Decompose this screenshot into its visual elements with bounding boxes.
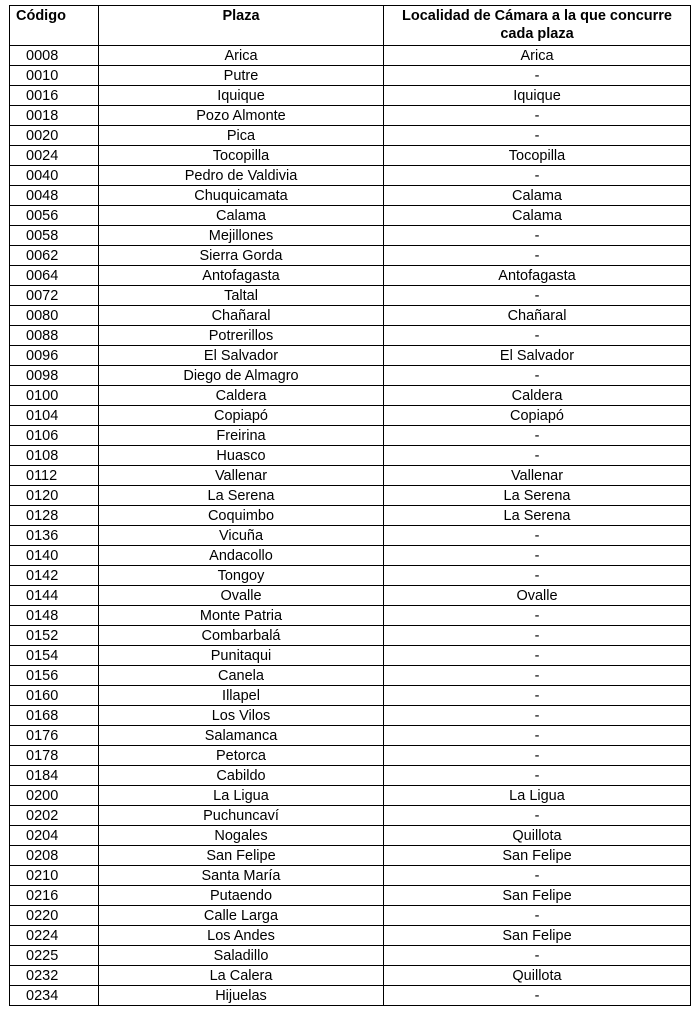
cell-localidad: Chañaral	[384, 306, 691, 326]
cell-plaza: La Calera	[99, 966, 384, 986]
cell-codigo: 0016	[10, 86, 99, 106]
cell-plaza: Antofagasta	[99, 266, 384, 286]
cell-codigo: 0080	[10, 306, 99, 326]
cell-plaza: Diego de Almagro	[99, 366, 384, 386]
cell-codigo: 0048	[10, 186, 99, 206]
cell-codigo: 0112	[10, 466, 99, 486]
cell-codigo: 0062	[10, 246, 99, 266]
cell-plaza: Pedro de Valdivia	[99, 166, 384, 186]
table-row	[10, 486, 691, 506]
table-row	[10, 646, 691, 666]
cell-plaza: Caldera	[99, 386, 384, 406]
cell-codigo: 0136	[10, 526, 99, 546]
cell-plaza: Vicuña	[99, 526, 384, 546]
cell-codigo: 0120	[10, 486, 99, 506]
cell-plaza: Petorca	[99, 746, 384, 766]
table-row	[10, 446, 691, 466]
cell-codigo: 0202	[10, 806, 99, 826]
table-row	[10, 966, 691, 986]
cell-plaza: Taltal	[99, 286, 384, 306]
table-row	[10, 786, 691, 806]
cell-localidad: San Felipe	[384, 926, 691, 946]
cell-codigo: 0178	[10, 746, 99, 766]
cell-localidad: San Felipe	[384, 886, 691, 906]
cell-plaza: Pica	[99, 126, 384, 146]
table-row	[10, 406, 691, 426]
cell-plaza: Calama	[99, 206, 384, 226]
cell-localidad: -	[384, 446, 691, 466]
cell-codigo: 0088	[10, 326, 99, 346]
cell-codigo: 0020	[10, 126, 99, 146]
cell-localidad: -	[384, 546, 691, 566]
cell-plaza: Saladillo	[99, 946, 384, 966]
cell-localidad: -	[384, 426, 691, 446]
cell-codigo: 0210	[10, 866, 99, 886]
cell-localidad: -	[384, 986, 691, 1006]
cell-localidad: -	[384, 566, 691, 586]
cell-plaza: Calle Larga	[99, 906, 384, 926]
cell-localidad: -	[384, 766, 691, 786]
header-codigo: Código	[10, 6, 99, 46]
cell-localidad: -	[384, 666, 691, 686]
cell-localidad: Quillota	[384, 966, 691, 986]
cell-codigo: 0142	[10, 566, 99, 586]
cell-plaza: Nogales	[99, 826, 384, 846]
cell-plaza: Putre	[99, 66, 384, 86]
table-row	[10, 426, 691, 446]
cell-localidad: Tocopilla	[384, 146, 691, 166]
cell-codigo: 0176	[10, 726, 99, 746]
cell-localidad: -	[384, 806, 691, 826]
cell-codigo: 0072	[10, 286, 99, 306]
cell-localidad: La Serena	[384, 506, 691, 526]
table-row	[10, 246, 691, 266]
cell-codigo: 0144	[10, 586, 99, 606]
cell-plaza: San Felipe	[99, 846, 384, 866]
cell-plaza: Los Vilos	[99, 706, 384, 726]
table-row	[10, 806, 691, 826]
cell-codigo: 0225	[10, 946, 99, 966]
cell-localidad: La Serena	[384, 486, 691, 506]
cell-codigo: 0216	[10, 886, 99, 906]
table-row	[10, 586, 691, 606]
cell-codigo: 0104	[10, 406, 99, 426]
cell-codigo: 0064	[10, 266, 99, 286]
plazas-table	[9, 5, 691, 1006]
cell-codigo: 0106	[10, 426, 99, 446]
cell-codigo: 0224	[10, 926, 99, 946]
table-row	[10, 166, 691, 186]
cell-plaza: Mejillones	[99, 226, 384, 246]
cell-codigo: 0010	[10, 66, 99, 86]
cell-localidad: San Felipe	[384, 846, 691, 866]
cell-plaza: Punitaqui	[99, 646, 384, 666]
cell-plaza: Tocopilla	[99, 146, 384, 166]
cell-localidad: Copiapó	[384, 406, 691, 426]
cell-localidad: -	[384, 646, 691, 666]
cell-codigo: 0024	[10, 146, 99, 166]
cell-plaza: Puchuncaví	[99, 806, 384, 826]
cell-codigo: 0140	[10, 546, 99, 566]
cell-localidad: -	[384, 326, 691, 346]
header-plaza: Plaza	[99, 6, 384, 46]
cell-plaza: Potrerillos	[99, 326, 384, 346]
table-body	[10, 46, 691, 1006]
cell-localidad: Vallenar	[384, 466, 691, 486]
cell-plaza: Sierra Gorda	[99, 246, 384, 266]
cell-plaza: Ovalle	[99, 586, 384, 606]
cell-localidad: Calama	[384, 186, 691, 206]
cell-localidad: -	[384, 286, 691, 306]
cell-localidad: -	[384, 526, 691, 546]
cell-localidad: -	[384, 366, 691, 386]
cell-codigo: 0056	[10, 206, 99, 226]
cell-localidad: -	[384, 106, 691, 126]
cell-codigo: 0152	[10, 626, 99, 646]
cell-plaza: El Salvador	[99, 346, 384, 366]
cell-codigo: 0220	[10, 906, 99, 926]
table-row	[10, 526, 691, 546]
cell-codigo: 0234	[10, 986, 99, 1006]
table-row	[10, 126, 691, 146]
cell-localidad: Ovalle	[384, 586, 691, 606]
cell-localidad: Iquique	[384, 86, 691, 106]
cell-plaza: Canela	[99, 666, 384, 686]
cell-plaza: Chuquicamata	[99, 186, 384, 206]
cell-localidad: La Ligua	[384, 786, 691, 806]
table-row	[10, 66, 691, 86]
table-row	[10, 706, 691, 726]
table-row	[10, 186, 691, 206]
header-row	[10, 6, 691, 46]
cell-plaza: Andacollo	[99, 546, 384, 566]
cell-codigo: 0008	[10, 46, 99, 66]
cell-codigo: 0128	[10, 506, 99, 526]
table-row	[10, 926, 691, 946]
table-row	[10, 226, 691, 246]
table-row	[10, 326, 691, 346]
cell-codigo: 0058	[10, 226, 99, 246]
table-row	[10, 206, 691, 226]
cell-plaza: Chañaral	[99, 306, 384, 326]
cell-localidad: -	[384, 866, 691, 886]
cell-codigo: 0160	[10, 686, 99, 706]
cell-plaza: Putaendo	[99, 886, 384, 906]
cell-localidad: -	[384, 726, 691, 746]
table-row	[10, 46, 691, 66]
cell-localidad: Quillota	[384, 826, 691, 846]
cell-localidad: -	[384, 606, 691, 626]
cell-plaza: Iquique	[99, 86, 384, 106]
table-row	[10, 686, 691, 706]
cell-codigo: 0156	[10, 666, 99, 686]
cell-plaza: Huasco	[99, 446, 384, 466]
table-row	[10, 366, 691, 386]
cell-plaza: Illapel	[99, 686, 384, 706]
cell-codigo: 0018	[10, 106, 99, 126]
cell-plaza: Hijuelas	[99, 986, 384, 1006]
table-row	[10, 906, 691, 926]
cell-plaza: Pozo Almonte	[99, 106, 384, 126]
cell-plaza: Cabildo	[99, 766, 384, 786]
cell-codigo: 0098	[10, 366, 99, 386]
cell-localidad: -	[384, 246, 691, 266]
cell-localidad: -	[384, 746, 691, 766]
table-row	[10, 726, 691, 746]
table-row	[10, 146, 691, 166]
cell-plaza: Santa María	[99, 866, 384, 886]
cell-plaza: Copiapó	[99, 406, 384, 426]
cell-plaza: Combarbalá	[99, 626, 384, 646]
table-row	[10, 106, 691, 126]
table-row	[10, 286, 691, 306]
cell-localidad: -	[384, 166, 691, 186]
cell-plaza: Salamanca	[99, 726, 384, 746]
cell-localidad: -	[384, 226, 691, 246]
table-row	[10, 386, 691, 406]
table-row	[10, 346, 691, 366]
header-localidad: Localidad de Cámara a la que concurre cada plaza	[384, 6, 691, 46]
cell-codigo: 0096	[10, 346, 99, 366]
cell-codigo: 0108	[10, 446, 99, 466]
cell-codigo: 0148	[10, 606, 99, 626]
cell-codigo: 0154	[10, 646, 99, 666]
table-row	[10, 306, 691, 326]
table-row	[10, 986, 691, 1006]
cell-localidad: Antofagasta	[384, 266, 691, 286]
table-row	[10, 866, 691, 886]
table-row	[10, 506, 691, 526]
cell-codigo: 0200	[10, 786, 99, 806]
cell-localidad: El Salvador	[384, 346, 691, 366]
table-row	[10, 746, 691, 766]
table-row	[10, 846, 691, 866]
cell-localidad: Arica	[384, 46, 691, 66]
table-row	[10, 766, 691, 786]
table-row	[10, 666, 691, 686]
table-row	[10, 466, 691, 486]
cell-localidad: -	[384, 906, 691, 926]
cell-plaza: Tongoy	[99, 566, 384, 586]
table-row	[10, 566, 691, 586]
cell-plaza: Arica	[99, 46, 384, 66]
cell-localidad: -	[384, 126, 691, 146]
cell-localidad: -	[384, 946, 691, 966]
cell-codigo: 0204	[10, 826, 99, 846]
cell-codigo: 0040	[10, 166, 99, 186]
cell-codigo: 0208	[10, 846, 99, 866]
cell-localidad: -	[384, 686, 691, 706]
cell-localidad: -	[384, 626, 691, 646]
cell-codigo: 0100	[10, 386, 99, 406]
cell-localidad: Calama	[384, 206, 691, 226]
cell-localidad: -	[384, 66, 691, 86]
table-row	[10, 86, 691, 106]
cell-plaza: Los Andes	[99, 926, 384, 946]
cell-plaza: La Serena	[99, 486, 384, 506]
table-row	[10, 546, 691, 566]
cell-plaza: La Ligua	[99, 786, 384, 806]
table-row	[10, 266, 691, 286]
cell-plaza: Coquimbo	[99, 506, 384, 526]
cell-localidad: -	[384, 706, 691, 726]
cell-plaza: Freirina	[99, 426, 384, 446]
table-row	[10, 606, 691, 626]
cell-codigo: 0232	[10, 966, 99, 986]
table-row	[10, 886, 691, 906]
cell-plaza: Monte Patria	[99, 606, 384, 626]
cell-plaza: Vallenar	[99, 466, 384, 486]
cell-codigo: 0184	[10, 766, 99, 786]
cell-codigo: 0168	[10, 706, 99, 726]
table-row	[10, 626, 691, 646]
table-row	[10, 826, 691, 846]
cell-localidad: Caldera	[384, 386, 691, 406]
table-row	[10, 946, 691, 966]
